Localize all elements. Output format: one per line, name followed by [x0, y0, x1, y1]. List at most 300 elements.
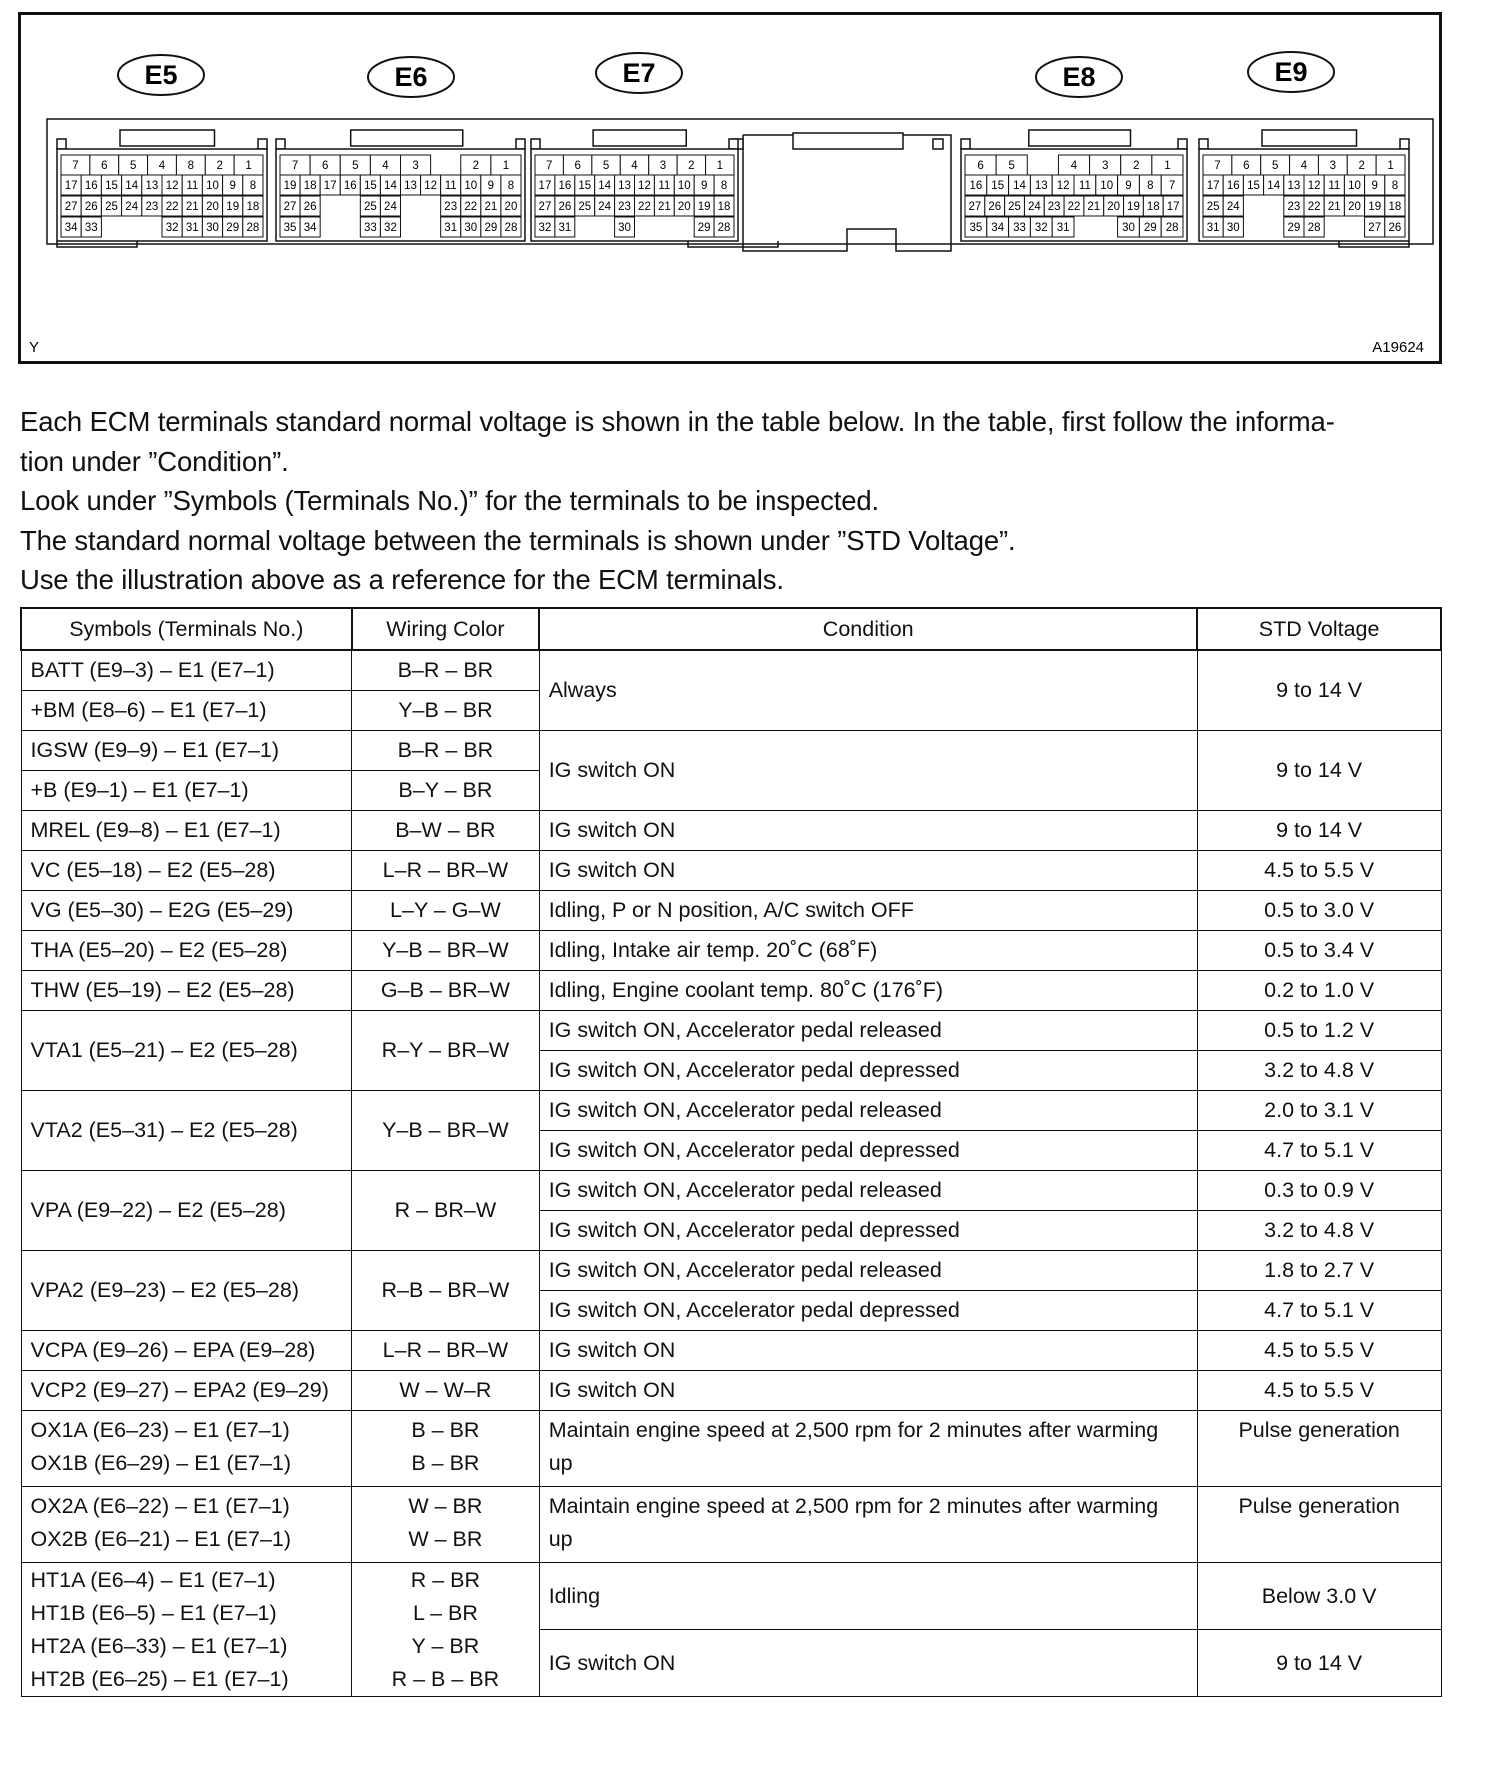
pin-number: 11 — [658, 180, 671, 192]
pin-number: 18 — [1388, 201, 1402, 213]
pin-number: 24 — [1027, 201, 1041, 213]
condition-cell: Idling, P or N position, A/C switch OFF — [539, 891, 1197, 931]
voltage-cell: Pulse generation — [1197, 1411, 1441, 1487]
voltage-cell: 4.5 to 5.5 V — [1197, 851, 1441, 891]
pin-number: 25 — [1206, 201, 1220, 213]
pin-number: 32 — [1034, 222, 1048, 234]
voltage-cell: Below 3.0 V — [1197, 1563, 1441, 1630]
connector-label: E6 — [394, 62, 428, 92]
pin-number: 16 — [969, 180, 983, 192]
voltage-cell: 0.2 to 1.0 V — [1197, 971, 1441, 1011]
table-row — [21, 1011, 1441, 1051]
pin-number: 26 — [988, 201, 1002, 213]
table-row — [21, 851, 1441, 891]
pin-number: 6 — [321, 160, 329, 172]
symbol-line: HT2B (E6–25) – E1 (E7–1) — [30, 1666, 289, 1691]
pin-number: 19 — [1368, 201, 1382, 213]
pin-number: 28 — [246, 222, 260, 234]
wire-cell: R–Y – BR–W — [352, 1011, 540, 1091]
pin-number: 30 — [206, 222, 219, 234]
pin-number: 5 — [1271, 160, 1279, 172]
pin-number: 13 — [618, 180, 631, 192]
pin-number: 3 — [1101, 160, 1109, 172]
pin-number: 3 — [1329, 160, 1337, 172]
pin-number: 18 — [1146, 201, 1160, 213]
symbol-cell: VCP2 (E9–27) – EPA2 (E9–29) — [21, 1371, 352, 1411]
pin-number: 24 — [125, 201, 139, 213]
symbol-cell: MREL (E9–8) – E1 (E7–1) — [21, 811, 352, 851]
pin-number: 24 — [598, 201, 612, 213]
wire-line: Y – BR — [411, 1633, 480, 1658]
pin-number: 20 — [504, 201, 518, 213]
intro-text — [20, 402, 1450, 600]
pin-number: 10 — [677, 180, 691, 192]
table-row — [21, 1563, 1441, 1630]
pin-number: 14 — [384, 180, 397, 192]
pin-number: 28 — [504, 222, 518, 234]
pin-number: 4 — [631, 160, 638, 172]
pin-number: 33 — [1013, 222, 1026, 234]
symbol-line: HT1A (E6–4) – E1 (E7–1) — [30, 1567, 276, 1592]
intro-line: The standard normal voltage between the terminals is shown under ”STD Voltage”. — [20, 524, 1016, 556]
header-wiring-color: Wiring Color — [352, 608, 540, 650]
voltage-cell: 9 to 14 V — [1197, 1630, 1441, 1697]
connector-e5 — [57, 55, 267, 241]
connector-e8 — [961, 57, 1187, 241]
pin-number: 27 — [968, 201, 982, 213]
pin-number: 11 — [1078, 180, 1091, 192]
pin-number: 34 — [991, 222, 1005, 234]
connector-label: E8 — [1062, 62, 1096, 92]
condition-line: Maintain engine speed at 2,500 rpm for 2 minutes after warming — [548, 1418, 1159, 1442]
pin-number: 15 — [1247, 180, 1260, 192]
pin-number: 27 — [283, 201, 297, 213]
pin-number: 10 — [464, 180, 478, 192]
symbol-cell — [21, 1411, 352, 1487]
pin-number: 22 — [165, 201, 179, 213]
pin-number: 29 — [484, 222, 498, 234]
table-row — [21, 1331, 1441, 1371]
wire-cell: B–Y – BR — [352, 771, 540, 811]
condition-cell: IG switch ON — [539, 811, 1197, 851]
symbol-cell: IGSW (E9–9) – E1 (E7–1) — [21, 731, 352, 771]
pin-number: 28 — [1307, 222, 1321, 234]
pin-number: 13 — [145, 180, 159, 192]
pin-number: 23 — [618, 201, 631, 213]
table-row — [21, 1091, 1441, 1131]
pin-number: 30 — [1122, 222, 1135, 234]
pin-number: 8 — [720, 180, 728, 192]
pin-number: 16 — [558, 180, 572, 192]
pin-number: 9 — [1125, 180, 1132, 192]
pin-number: 19 — [697, 201, 711, 213]
pin-number: 31 — [185, 222, 199, 234]
connector-label: E5 — [144, 60, 178, 90]
voltage-cell: Pulse generation — [1197, 1487, 1441, 1563]
pin-number: 7 — [1168, 180, 1176, 192]
wire-line: R – B – BR — [391, 1666, 500, 1691]
pin-number: 32 — [165, 222, 179, 234]
pin-number: 15 — [578, 180, 592, 192]
wire-cell: Y–B – BR–W — [352, 931, 540, 971]
voltage-cell: 0.5 to 3.0 V — [1197, 891, 1441, 931]
wire-line: R – BR — [410, 1567, 481, 1592]
pin-number: 28 — [1165, 222, 1179, 234]
pin-number: 24 — [384, 201, 397, 213]
voltage-cell: 4.7 to 5.1 V — [1197, 1291, 1441, 1331]
voltage-cell: 9 to 14 V — [1197, 811, 1441, 851]
symbol-cell: +B (E9–1) – E1 (E7–1) — [21, 771, 352, 811]
pin-number: 6 — [1243, 160, 1250, 172]
symbol-cell: VTA2 (E5–31) – E2 (E5–28) — [21, 1091, 352, 1171]
pin-number: 21 — [484, 201, 498, 213]
pin-number: 33 — [363, 222, 377, 234]
pin-number: 19 — [1127, 201, 1140, 213]
pin-number: 30 — [1226, 222, 1240, 234]
pin-number: 10 — [1348, 180, 1361, 192]
wire-cell: R–B – BR–W — [352, 1251, 540, 1331]
pin-number: 5 — [352, 160, 359, 172]
pin-number: 34 — [64, 222, 78, 234]
pin-number: 3 — [659, 160, 667, 172]
pin-number: 17 — [1166, 201, 1180, 213]
symbol-cell: +BM (E8–6) – E1 (E7–1) — [21, 691, 352, 731]
condition-line: up — [548, 1451, 573, 1475]
pin-number: 35 — [283, 222, 297, 234]
pin-number: 26 — [303, 201, 317, 213]
pin-number: 13 — [1034, 180, 1048, 192]
condition-cell — [539, 1411, 1197, 1487]
pin-number: 32 — [384, 222, 397, 234]
pin-number: 19 — [283, 180, 297, 192]
pin-number: 14 — [1013, 180, 1026, 192]
voltage-cell: 9 to 14 V — [1197, 650, 1441, 731]
pin-number: 23 — [1287, 201, 1301, 213]
center-socket — [733, 133, 951, 251]
symbol-cell — [21, 1563, 352, 1697]
wire-cell — [352, 1411, 540, 1487]
symbol-cell: VTA1 (E5–21) – E2 (E5–28) — [21, 1011, 352, 1091]
pin-number: 31 — [444, 222, 458, 234]
pin-number: 27 — [64, 201, 78, 213]
connector-diagram-svg — [21, 15, 1439, 361]
condition-cell: IG switch ON — [539, 851, 1197, 891]
condition-line: Maintain engine speed at 2,500 rpm for 2 minutes after warming — [548, 1494, 1159, 1518]
symbol-cell: VC (E5–18) – E2 (E5–28) — [21, 851, 352, 891]
pin-number: 25 — [1008, 201, 1021, 213]
condition-cell: IG switch ON, Accelerator pedal depressed — [539, 1291, 1197, 1331]
symbol-cell: VG (E5–30) – E2G (E5–29) — [21, 891, 352, 931]
condition-cell: Idling — [539, 1563, 1197, 1630]
symbol-cell: BATT (E9–3) – E1 (E7–1) — [21, 650, 352, 691]
pin-number: 22 — [464, 201, 478, 213]
pin-number: 15 — [991, 180, 1005, 192]
wire-cell: W – W–R — [352, 1371, 540, 1411]
pin-number: 30 — [464, 222, 478, 234]
pin-number: 4 — [158, 160, 166, 172]
voltage-cell: 3.2 to 4.8 V — [1197, 1051, 1441, 1091]
pin-number: 1 — [502, 160, 510, 172]
voltage-cell: 4.7 to 5.1 V — [1197, 1131, 1441, 1171]
pin-number: 31 — [1206, 222, 1220, 234]
symbol-cell: THW (E5–19) – E2 (E5–28) — [21, 971, 352, 1011]
pin-number: 12 — [1307, 180, 1321, 192]
connector-label: E7 — [622, 58, 656, 88]
wire-line: W – BR — [408, 1527, 483, 1551]
pin-number: 11 — [1328, 180, 1341, 192]
pin-number: 9 — [229, 180, 236, 192]
pin-number: 9 — [700, 180, 708, 192]
wire-line: B – BR — [411, 1451, 480, 1475]
wire-line: W – BR — [408, 1494, 483, 1518]
pin-number: 12 — [424, 180, 438, 192]
table-row — [21, 891, 1441, 931]
wire-cell: B–R – BR — [352, 731, 540, 771]
condition-cell: IG switch ON — [539, 1331, 1197, 1371]
pin-number: 25 — [578, 201, 592, 213]
pin-number: 4 — [1070, 160, 1078, 172]
connector-e7 — [531, 53, 738, 241]
pin-number: 2 — [1358, 160, 1365, 172]
pin-number: 20 — [1348, 201, 1361, 213]
wire-cell: G–B – BR–W — [352, 971, 540, 1011]
wire-cell: L–Y – G–W — [352, 891, 540, 931]
wire-cell: L–R – BR–W — [352, 851, 540, 891]
table-header-row — [21, 608, 1441, 650]
pin-number: 26 — [558, 201, 572, 213]
wire-cell — [352, 1487, 540, 1563]
pin-number: 21 — [657, 201, 671, 213]
pin-number: 10 — [206, 180, 219, 192]
symbol-cell: THA (E5–20) – E2 (E5–28) — [21, 931, 352, 971]
symbol-line: OX2B (E6–21) – E1 (E7–1) — [30, 1527, 292, 1551]
condition-cell: IG switch ON, Accelerator pedal released — [539, 1251, 1197, 1291]
pin-number: 16 — [343, 180, 357, 192]
wire-cell: Y–B – BR — [352, 691, 540, 731]
symbol-cell: VCPA (E9–26) – EPA (E9–28) — [21, 1331, 352, 1371]
table-row — [21, 731, 1441, 771]
pin-number: 8 — [1391, 180, 1399, 192]
header-condition: Condition — [539, 608, 1197, 650]
pin-number: 28 — [717, 222, 731, 234]
pin-number: 14 — [598, 180, 612, 192]
pin-number: 17 — [64, 180, 78, 192]
symbol-cell — [21, 1487, 352, 1563]
table-row — [21, 1171, 1441, 1211]
pin-number: 3 — [412, 160, 419, 172]
condition-cell — [539, 1487, 1197, 1563]
pin-number: 7 — [291, 160, 299, 172]
condition-cell: Always — [539, 650, 1197, 731]
pin-number: 12 — [165, 180, 179, 192]
voltage-cell: 4.5 to 5.5 V — [1197, 1331, 1441, 1371]
pin-number: 1 — [716, 160, 723, 172]
pin-number: 10 — [1100, 180, 1114, 192]
pin-number: 7 — [1214, 160, 1221, 172]
symbol-line: OX2A (E6–22) – E1 (E7–1) — [30, 1494, 290, 1518]
pin-number: 20 — [1107, 201, 1121, 213]
header-symbols: Symbols (Terminals No.) — [21, 608, 352, 650]
pin-number: 34 — [303, 222, 317, 234]
wire-cell: B–W – BR — [352, 811, 540, 851]
pin-number: 27 — [538, 201, 552, 213]
pin-number: 17 — [538, 180, 552, 192]
wire-cell: B–R – BR — [352, 650, 540, 691]
symbol-line: OX1B (E6–29) – E1 (E7–1) — [30, 1451, 292, 1475]
pin-number: 14 — [125, 180, 139, 192]
pin-number: 8 — [187, 160, 195, 172]
table-row — [21, 971, 1441, 1011]
wire-cell — [352, 1563, 540, 1697]
header-std-voltage: STD Voltage — [1197, 608, 1441, 650]
pin-number: 6 — [101, 160, 108, 172]
condition-cell: IG switch ON, Accelerator pedal released — [539, 1011, 1197, 1051]
table-row — [21, 1487, 1441, 1563]
condition-cell: IG switch ON, Accelerator pedal depressed — [539, 1051, 1197, 1091]
voltage-cell: 0.3 to 0.9 V — [1197, 1171, 1441, 1211]
table-row — [21, 931, 1441, 971]
pin-number: 12 — [638, 180, 651, 192]
table-row — [21, 650, 1441, 691]
pin-number: 5 — [1008, 160, 1015, 172]
pin-number: 9 — [487, 180, 495, 192]
pin-number: 23 — [1047, 201, 1061, 213]
pin-number: 18 — [717, 201, 731, 213]
condition-cell: IG switch ON — [539, 1630, 1197, 1697]
pin-number: 9 — [1371, 180, 1378, 192]
pin-number: 8 — [1147, 180, 1154, 192]
symbol-line: HT1B (E6–5) – E1 (E7–1) — [30, 1600, 277, 1625]
condition-cell: IG switch ON, Accelerator pedal released — [539, 1171, 1197, 1211]
pin-number: 21 — [185, 201, 199, 213]
pin-number: 29 — [226, 222, 240, 234]
pin-number: 4 — [382, 160, 389, 172]
pin-number: 11 — [186, 180, 199, 192]
voltage-cell: 3.2 to 4.8 V — [1197, 1211, 1441, 1251]
condition-cell: Idling, Intake air temp. 20˚C (68˚F) — [539, 931, 1197, 971]
pin-number: 31 — [1056, 222, 1070, 234]
figure-id: A19624 — [1372, 339, 1424, 356]
pin-number: 2 — [688, 160, 695, 172]
connector-e6 — [276, 57, 525, 241]
table-row — [21, 811, 1441, 851]
pin-number: 16 — [84, 180, 98, 192]
pin-number: 19 — [226, 201, 240, 213]
pin-number: 4 — [1300, 160, 1308, 172]
pin-number: 13 — [1287, 180, 1301, 192]
pin-number: 27 — [1368, 222, 1382, 234]
voltage-cell: 2.0 to 3.1 V — [1197, 1091, 1441, 1131]
wire-cell: Y–B – BR–W — [352, 1091, 540, 1171]
pin-number: 18 — [246, 201, 260, 213]
connector-e9 — [1199, 52, 1409, 241]
voltage-cell: 0.5 to 1.2 V — [1197, 1011, 1441, 1051]
symbol-line: OX1A (E6–23) – E1 (E7–1) — [30, 1418, 290, 1442]
pin-number: 7 — [72, 160, 79, 172]
pin-number: 8 — [249, 180, 257, 192]
pin-number: 18 — [303, 180, 317, 192]
pin-number: 15 — [105, 180, 118, 192]
connector-label: E9 — [1274, 57, 1308, 87]
pin-number: 2 — [1133, 160, 1140, 172]
wire-line: L – BR — [412, 1600, 478, 1625]
pin-number: 7 — [546, 160, 553, 172]
pin-number: 8 — [507, 180, 515, 192]
pin-number: 21 — [1087, 201, 1101, 213]
pin-number: 20 — [206, 201, 219, 213]
symbol-cell: VPA (E9–22) – E2 (E5–28) — [21, 1171, 352, 1251]
ecm-voltage-table — [20, 607, 1442, 1697]
table-row — [21, 1251, 1441, 1291]
voltage-cell: 4.5 to 5.5 V — [1197, 1371, 1441, 1411]
pin-number: 2 — [472, 160, 480, 172]
condition-cell: IG switch ON, Accelerator pedal depressed — [539, 1131, 1197, 1171]
table-row — [21, 1371, 1441, 1411]
condition-cell: IG switch ON — [539, 1371, 1197, 1411]
pin-number: 2 — [216, 160, 223, 172]
wire-cell: R – BR–W — [352, 1171, 540, 1251]
pin-number: 23 — [145, 201, 159, 213]
condition-cell: Idling, Engine coolant temp. 80˚C (176˚F) — [539, 971, 1197, 1011]
pin-number: 14 — [1267, 180, 1281, 192]
pin-number: 17 — [323, 180, 337, 192]
condition-line: up — [548, 1527, 573, 1551]
pin-number: 25 — [363, 201, 377, 213]
pin-number: 5 — [129, 160, 137, 172]
pin-number: 22 — [1307, 201, 1321, 213]
pin-number: 31 — [558, 222, 572, 234]
pin-number: 29 — [1287, 222, 1301, 234]
intro-line: Look under ”Symbols (Terminals No.)” for the terminals to be inspected. — [20, 485, 880, 516]
intro-line: Each ECM terminals standard normal voltage is shown in the table below. In the table, first follow the informa- — [20, 406, 1335, 437]
pin-number: 30 — [618, 222, 631, 234]
ecm-connector-illustration — [18, 12, 1442, 364]
pin-number: 12 — [1056, 180, 1070, 192]
voltage-cell: 1.8 to 2.7 V — [1197, 1251, 1441, 1291]
pin-number: 29 — [1143, 222, 1157, 234]
condition-cell: IG switch ON, Accelerator pedal depressed — [539, 1211, 1197, 1251]
pin-number: 17 — [1206, 180, 1220, 192]
pin-number: 1 — [245, 160, 252, 172]
wire-line: B – BR — [411, 1418, 480, 1442]
pin-number: 33 — [84, 222, 98, 234]
pin-number: 23 — [444, 201, 458, 213]
pin-number: 6 — [977, 160, 984, 172]
pin-number: 20 — [677, 201, 691, 213]
pin-number: 1 — [1387, 160, 1394, 172]
pin-number: 29 — [697, 222, 711, 234]
pin-number: 1 — [1164, 160, 1171, 172]
condition-cell: IG switch ON, Accelerator pedal released — [539, 1091, 1197, 1131]
pin-number: 24 — [1226, 201, 1240, 213]
intro-line: tion under ”Condition”. — [20, 445, 289, 477]
condition-cell: IG switch ON — [539, 731, 1197, 811]
pin-number: 21 — [1327, 201, 1341, 213]
corner-label: Y — [29, 339, 40, 356]
symbol-line: HT2A (E6–33) – E1 (E7–1) — [30, 1633, 288, 1658]
pin-number: 35 — [969, 222, 983, 234]
pin-number: 13 — [404, 180, 417, 192]
voltage-cell: 0.5 to 3.4 V — [1197, 931, 1441, 971]
pin-number: 6 — [574, 160, 581, 172]
intro-line: Use the illustration above as a reference for the ECM terminals. — [20, 564, 784, 595]
table-row — [21, 1411, 1441, 1487]
pin-number: 32 — [538, 222, 552, 234]
pin-number: 15 — [363, 180, 377, 192]
pin-number: 5 — [602, 160, 610, 172]
pin-number: 11 — [444, 180, 457, 192]
pin-number: 26 — [1388, 222, 1402, 234]
